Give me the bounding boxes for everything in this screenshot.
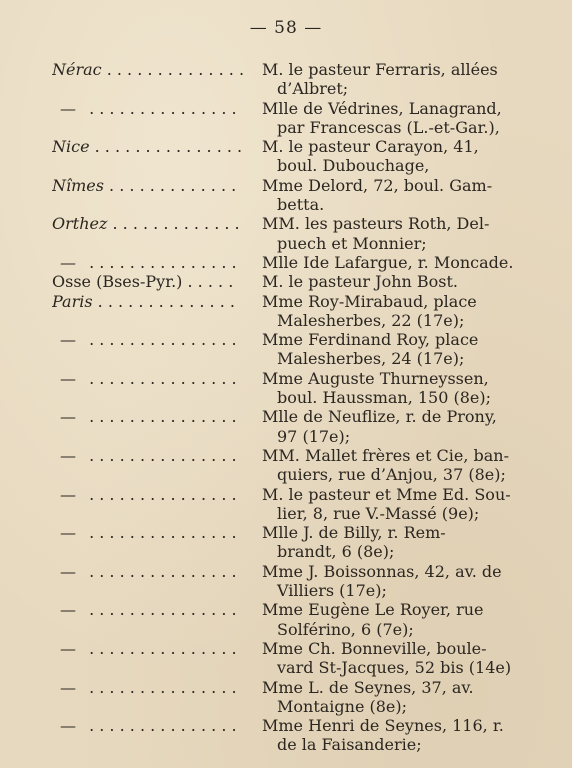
dot-leader: . . . . . . . . . . . . . . . bbox=[84, 600, 237, 620]
entry-place bbox=[52, 137, 248, 157]
entry-address bbox=[262, 523, 522, 562]
address-entry bbox=[0, 60, 572, 99]
place-name: Orthez bbox=[52, 214, 108, 234]
entry-address bbox=[262, 600, 522, 639]
entry-place bbox=[52, 292, 248, 312]
place-name: — bbox=[60, 561, 76, 581]
address-entry bbox=[0, 272, 572, 291]
dot-leader: . . . . . . . . . . . . . . . bbox=[84, 445, 237, 465]
address-line: betta. bbox=[277, 195, 325, 215]
entry-place bbox=[52, 176, 248, 196]
address-entry bbox=[0, 716, 572, 755]
dot-leader: . . . . . bbox=[182, 272, 234, 292]
place-name: — bbox=[60, 523, 76, 543]
dot-leader: . . . . . . . . . . . . . . . bbox=[84, 716, 237, 736]
address-line: de la Faisanderie; bbox=[277, 735, 422, 755]
address-entry bbox=[0, 485, 572, 524]
address-entry bbox=[0, 562, 572, 601]
address-line: Mme Auguste Thurneyssen, bbox=[262, 368, 489, 388]
entry-place bbox=[52, 369, 248, 389]
address-line: boul. Haussman, 150 (8e); bbox=[277, 388, 492, 408]
entry-address bbox=[262, 678, 522, 717]
address-line: Mlle Ide Lafargue, r. Moncade. bbox=[262, 252, 514, 272]
dot-leader: . . . . . . . . . . . . . . . bbox=[84, 523, 237, 543]
dot-leader: . . . . . . . . . . . . . . . bbox=[84, 561, 237, 581]
address-line: Mme Eugène Le Royer, rue bbox=[262, 600, 484, 620]
dot-leader: . . . . . . . . . . . . . . bbox=[101, 60, 245, 79]
address-line: Mme Delord, 72, boul. Gam- bbox=[262, 175, 493, 195]
address-line: par Francescas (L.-et-Gar.), bbox=[277, 117, 500, 137]
entry-address bbox=[262, 137, 522, 176]
address-line: M. le pasteur John Bost. bbox=[262, 272, 459, 292]
entry-address bbox=[262, 214, 522, 253]
address-line: Mlle de Védrines, Lanagrand, bbox=[262, 98, 502, 118]
address-entry bbox=[0, 99, 572, 138]
entry-place bbox=[52, 330, 248, 350]
address-line: Mme Ch. Bonneville, boule- bbox=[262, 638, 487, 658]
entry-place bbox=[52, 678, 248, 698]
address-line: Mlle de Neuflize, r. de Prony, bbox=[262, 407, 497, 427]
place-name: Osse (Bses-Pyr.) bbox=[52, 272, 183, 292]
address-line: brandt, 6 (8e); bbox=[277, 542, 395, 562]
entry-address bbox=[262, 330, 522, 369]
address-line: Malesherbes, 22 (17e); bbox=[277, 310, 465, 330]
entry-address bbox=[262, 60, 522, 99]
entry-place bbox=[52, 253, 248, 273]
address-line: M. le pasteur et Mme Ed. Sou- bbox=[262, 484, 511, 504]
address-line: d’Albret; bbox=[277, 79, 349, 99]
address-entry bbox=[0, 600, 572, 639]
address-entry bbox=[0, 523, 572, 562]
address-line: M. le pasteur Ferraris, allées bbox=[262, 60, 498, 79]
place-name: — bbox=[60, 677, 76, 697]
address-line: MM. les pasteurs Roth, Del- bbox=[262, 214, 490, 234]
entry-place bbox=[52, 446, 248, 466]
entry-address bbox=[262, 369, 522, 408]
dot-leader: . . . . . . . . . . . . . . . bbox=[84, 407, 237, 427]
dot-leader: . . . . . . . . . . . . . . . bbox=[84, 638, 237, 658]
address-entry bbox=[0, 253, 572, 272]
place-name: — bbox=[60, 638, 76, 658]
entry-address bbox=[262, 272, 522, 291]
address-line: vard St-Jacques, 52 bis (14e) bbox=[277, 658, 512, 678]
entry-address bbox=[262, 99, 522, 138]
entry-place bbox=[52, 214, 248, 234]
place-name: — bbox=[60, 330, 76, 350]
address-entry bbox=[0, 292, 572, 331]
address-line: Mlle J. de Billy, r. Rem- bbox=[262, 523, 446, 543]
entry-address bbox=[262, 176, 522, 215]
address-line: M. le pasteur Carayon, 41, bbox=[262, 137, 479, 157]
address-line: Malesherbes, 24 (17e); bbox=[277, 349, 465, 369]
dot-leader: . . . . . . . . . . . . . . bbox=[92, 291, 235, 311]
entry-place bbox=[52, 272, 248, 292]
address-line: Mme Ferdinand Roy, place bbox=[262, 330, 479, 350]
place-name: Nice bbox=[52, 137, 90, 157]
place-name: — bbox=[60, 445, 76, 465]
page-number: — 58 — bbox=[249, 18, 323, 38]
entry-address bbox=[262, 446, 522, 485]
address-line: Mme L. de Seynes, 37, av. bbox=[262, 677, 474, 697]
address-line: puech et Monnier; bbox=[277, 233, 427, 253]
address-line: Solférino, 6 (7e); bbox=[277, 619, 414, 639]
place-name: — bbox=[60, 484, 76, 504]
address-entry bbox=[0, 678, 572, 717]
address-line: Mme Roy-Mirabaud, place bbox=[262, 291, 477, 311]
dot-leader: . . . . . . . . . . . . . . . bbox=[84, 252, 237, 272]
dot-leader: . . . . . . . . . . . . . . . bbox=[89, 137, 243, 157]
entry-place bbox=[52, 716, 248, 736]
entry-address bbox=[262, 716, 522, 755]
entry-place bbox=[52, 562, 248, 582]
address-entry bbox=[0, 639, 572, 678]
address-line: MM. Mallet frères et Cie, ban- bbox=[262, 445, 510, 465]
address-line: lier, 8, rue V.-Massé (9e); bbox=[277, 503, 480, 523]
place-name: — bbox=[60, 407, 76, 427]
address-line: Mme Henri de Seynes, 116, r. bbox=[262, 716, 504, 736]
entry-address bbox=[262, 407, 522, 446]
entry-place bbox=[52, 523, 248, 543]
dot-leader: . . . . . . . . . . . . . . . bbox=[84, 98, 237, 118]
address-entry bbox=[0, 176, 572, 215]
entry-address bbox=[262, 253, 522, 272]
address-line: Montaigne (8e); bbox=[277, 696, 408, 716]
entry-address bbox=[262, 292, 522, 331]
address-list bbox=[0, 60, 572, 755]
entry-place bbox=[52, 600, 248, 620]
dot-leader: . . . . . . . . . . . . . . . bbox=[84, 330, 237, 350]
dot-leader: . . . . . . . . . . . . . bbox=[107, 214, 240, 234]
place-name: — bbox=[60, 252, 76, 272]
place-name: — bbox=[60, 98, 76, 118]
address-entry bbox=[0, 214, 572, 253]
place-name: — bbox=[60, 600, 76, 620]
entry-place bbox=[52, 407, 248, 427]
place-name: Nîmes bbox=[52, 175, 104, 195]
place-name: — bbox=[60, 368, 76, 388]
address-entry bbox=[0, 330, 572, 369]
dot-leader: . . . . . . . . . . . . . . . bbox=[84, 677, 237, 697]
address-entry bbox=[0, 137, 572, 176]
address-line: quiers, rue d’Anjou, 37 (8e); bbox=[277, 465, 506, 485]
entry-address bbox=[262, 485, 522, 524]
place-name: — bbox=[60, 716, 76, 736]
place-name: Paris bbox=[52, 291, 93, 311]
address-line: Mme J. Boissonnas, 42, av. de bbox=[262, 561, 502, 581]
address-entry bbox=[0, 407, 572, 446]
address-line: Villiers (17e); bbox=[277, 581, 387, 601]
entry-address bbox=[262, 639, 522, 678]
address-line: 97 (17e); bbox=[277, 426, 351, 446]
address-entry bbox=[0, 369, 572, 408]
entry-place bbox=[52, 99, 248, 119]
dot-leader: . . . . . . . . . . . . . . . bbox=[84, 484, 237, 504]
entry-place bbox=[52, 60, 248, 80]
entry-place bbox=[52, 485, 248, 505]
place-name: Nérac bbox=[52, 60, 102, 79]
dot-leader: . . . . . . . . . . . . . bbox=[103, 175, 237, 195]
address-entry bbox=[0, 446, 572, 485]
entry-address bbox=[262, 562, 522, 601]
entry-place bbox=[52, 639, 248, 659]
address-line: boul. Dubouchage, bbox=[277, 156, 430, 176]
dot-leader: . . . . . . . . . . . . . . . bbox=[84, 368, 237, 388]
